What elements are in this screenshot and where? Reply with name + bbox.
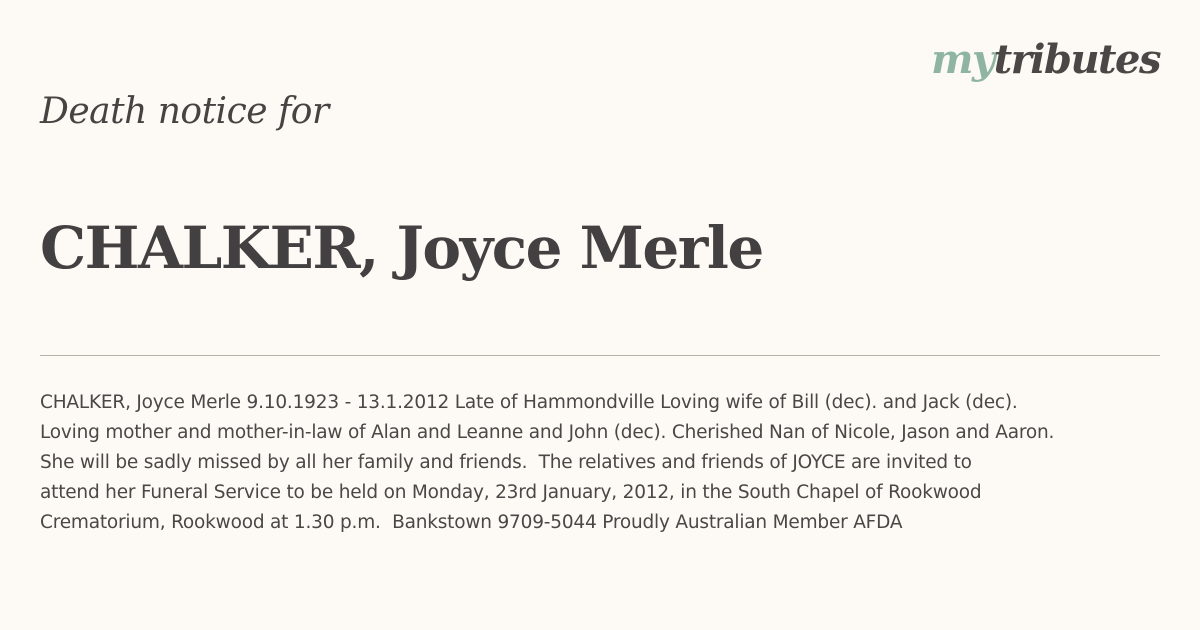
notice-line: CHALKER, Joyce Merle 9.10.1923 - 13.1.2012 Late of Hammondville Loving wife of Bill (dec). and Jack (dec). <box>40 392 1018 413</box>
notice-line: Crematorium, Rookwood at 1.30 p.m. Bankstown 9709-5044 Proudly Australian Member AFDA <box>40 512 903 533</box>
death-notice-heading: Death notice for <box>40 91 329 132</box>
notice-line: Loving mother and mother-in-law of Alan and Leanne and John (dec). Cherished Nan of Nicole, Jason and Aaron. <box>40 422 1055 443</box>
mytributes-logo[interactable] <box>931 36 1160 84</box>
divider <box>40 355 1160 356</box>
notice-line: attend her Funeral Service to be held on Monday, 23rd January, 2012, in the South Chapel of Rookwood <box>40 482 982 503</box>
deceased-name: CHALKER, Joyce Merle <box>40 214 763 282</box>
logo-my: my <box>931 36 994 83</box>
notice-text <box>40 388 1190 538</box>
notice-line: She will be sadly missed by all her family and friends. The relatives and friends of JOYCE are invited to <box>40 452 972 473</box>
logo-tributes: tributes <box>993 36 1160 83</box>
